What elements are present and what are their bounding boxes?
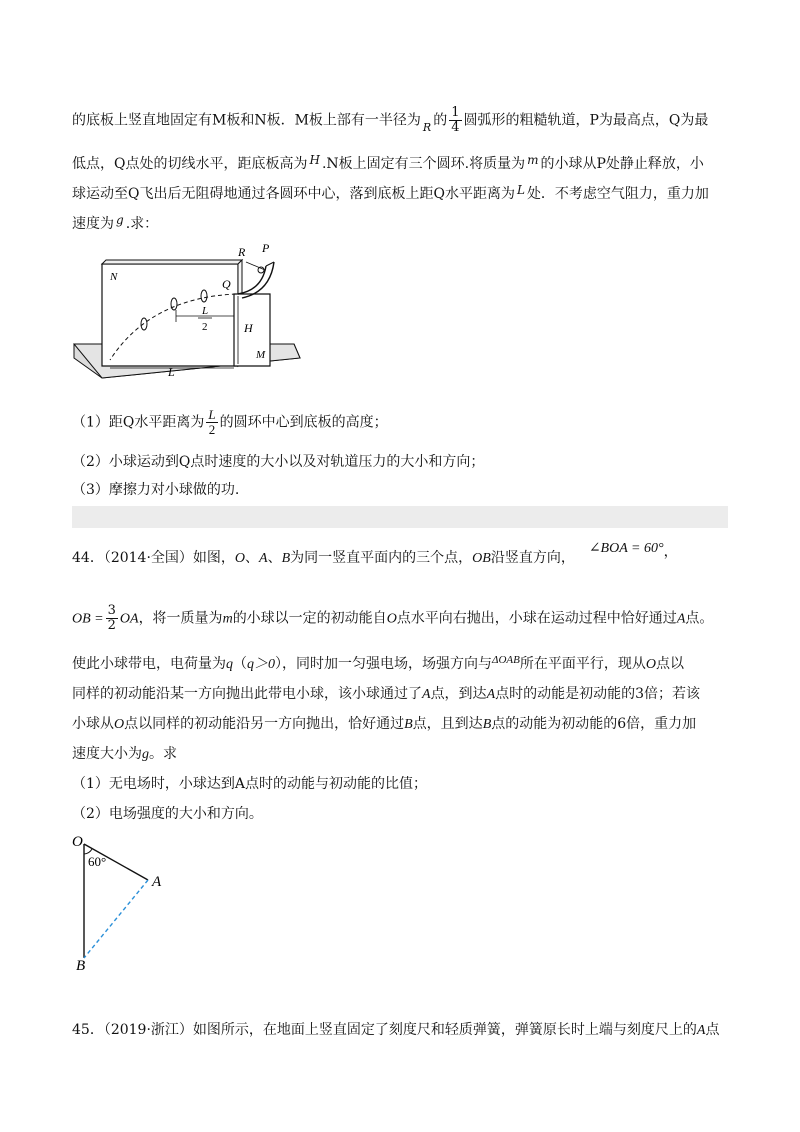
q43-line-1: 的底板上竖直地固定有M板和N板．M板上部有一半径为 $_R$ 的 $\frac{1}{4}$ 圆弧形的粗糙轨道，P为最高点，Q为最 xyxy=(72,105,709,135)
q45-line-1: 45．（2019·浙江）如图所示，在地面上竖直固定了刻度尺和轻质弹簧，弹簧原长时上端与刻度尺上的A点 xyxy=(72,1022,720,1038)
label-o: O xyxy=(72,834,83,850)
segment-ab xyxy=(84,880,148,958)
q44-triangle-figure xyxy=(70,832,180,972)
q44-line-6: 速度大小为g。求 xyxy=(72,746,177,762)
q44-line-3: 使此小球带电，电荷量为q（q＞0），同时加一匀强电场，场强方向与$^{\Delta OAB}$所在平面平行，现从O点以 xyxy=(72,654,684,672)
q43-part-2: （2）小球运动到Q点时速度的大小以及对轨道压力的大小和方向； xyxy=(72,454,485,470)
q44-part-1: （1）无电场时，小球达到A点时的动能与初动能的比值； xyxy=(72,776,428,792)
label-q: Q xyxy=(222,277,231,291)
q43-part-3: （3）摩擦力对小球做的功. xyxy=(72,482,240,498)
label-angle: 60° xyxy=(88,854,107,869)
label-m: M xyxy=(256,349,266,361)
q43-line-3: 球运动至Q飞出后无阻碍地通过各圆环中心，落到底板上距Q水平距离为 L 处．不考虑空气阻力，重力加 xyxy=(72,183,709,202)
q44-line-1: 44．（2014·全国）如图，O、A、B为同一竖直平面内的三个点，OB沿竖直方向，∠BOA = 60°， xyxy=(72,541,678,566)
q43-part-1: （1）距Q水平距离为 $\frac{L}{2}$ 的圆环中心到底板的高度； xyxy=(72,407,388,437)
label-l-half-den: 2 xyxy=(202,321,208,333)
q44-line-5: 小球从O点以同样的初动能沿另一方向抛出，恰好通过B点，且到达B点的动能为初动能的6倍，重力加 xyxy=(72,716,697,732)
fraction-l-half: $\frac{L}{2}$ xyxy=(208,407,216,437)
n-board xyxy=(102,264,238,366)
answer-space-bar xyxy=(72,506,728,528)
label-n: N xyxy=(110,271,118,283)
angle-boa: ∠BOA = 60° xyxy=(588,541,664,556)
fraction-three-halves: $\frac{3}{2}$ xyxy=(107,603,116,633)
label-h: H xyxy=(244,321,253,335)
q43-line-4: 速度为 g .求： xyxy=(72,213,159,232)
q44-line-4: 同样的初动能沿某一方向抛出此带电小球，该小球通过了A点，到达A点时的动能是初动能的3倍；若该 xyxy=(72,686,701,702)
q43-line-2: 低点，Q点处的切线水平，距底板高为 H .N板上固定有三个圆环.将质量为 m 的小球从P处静止释放，小 xyxy=(72,153,704,172)
label-a: A xyxy=(152,874,162,890)
label-r: R xyxy=(238,245,246,259)
q44-part-2: （2）电场强度的大小和方向。 xyxy=(72,806,263,822)
label-l: L xyxy=(168,365,175,379)
label-b: B xyxy=(76,958,86,972)
q44-line-2: OB = $\frac{3}{2}$ OA，将一质量为m的小球以一定的初动能自O点水平向右抛出，小球在运动过程中恰好通过A点。 xyxy=(72,603,714,633)
fraction-one-quarter: $\frac{1}{4}$ xyxy=(451,105,460,135)
label-p: P xyxy=(262,241,270,255)
label-l-half-num: L xyxy=(202,305,209,317)
q43-apparatus-figure xyxy=(70,240,302,382)
